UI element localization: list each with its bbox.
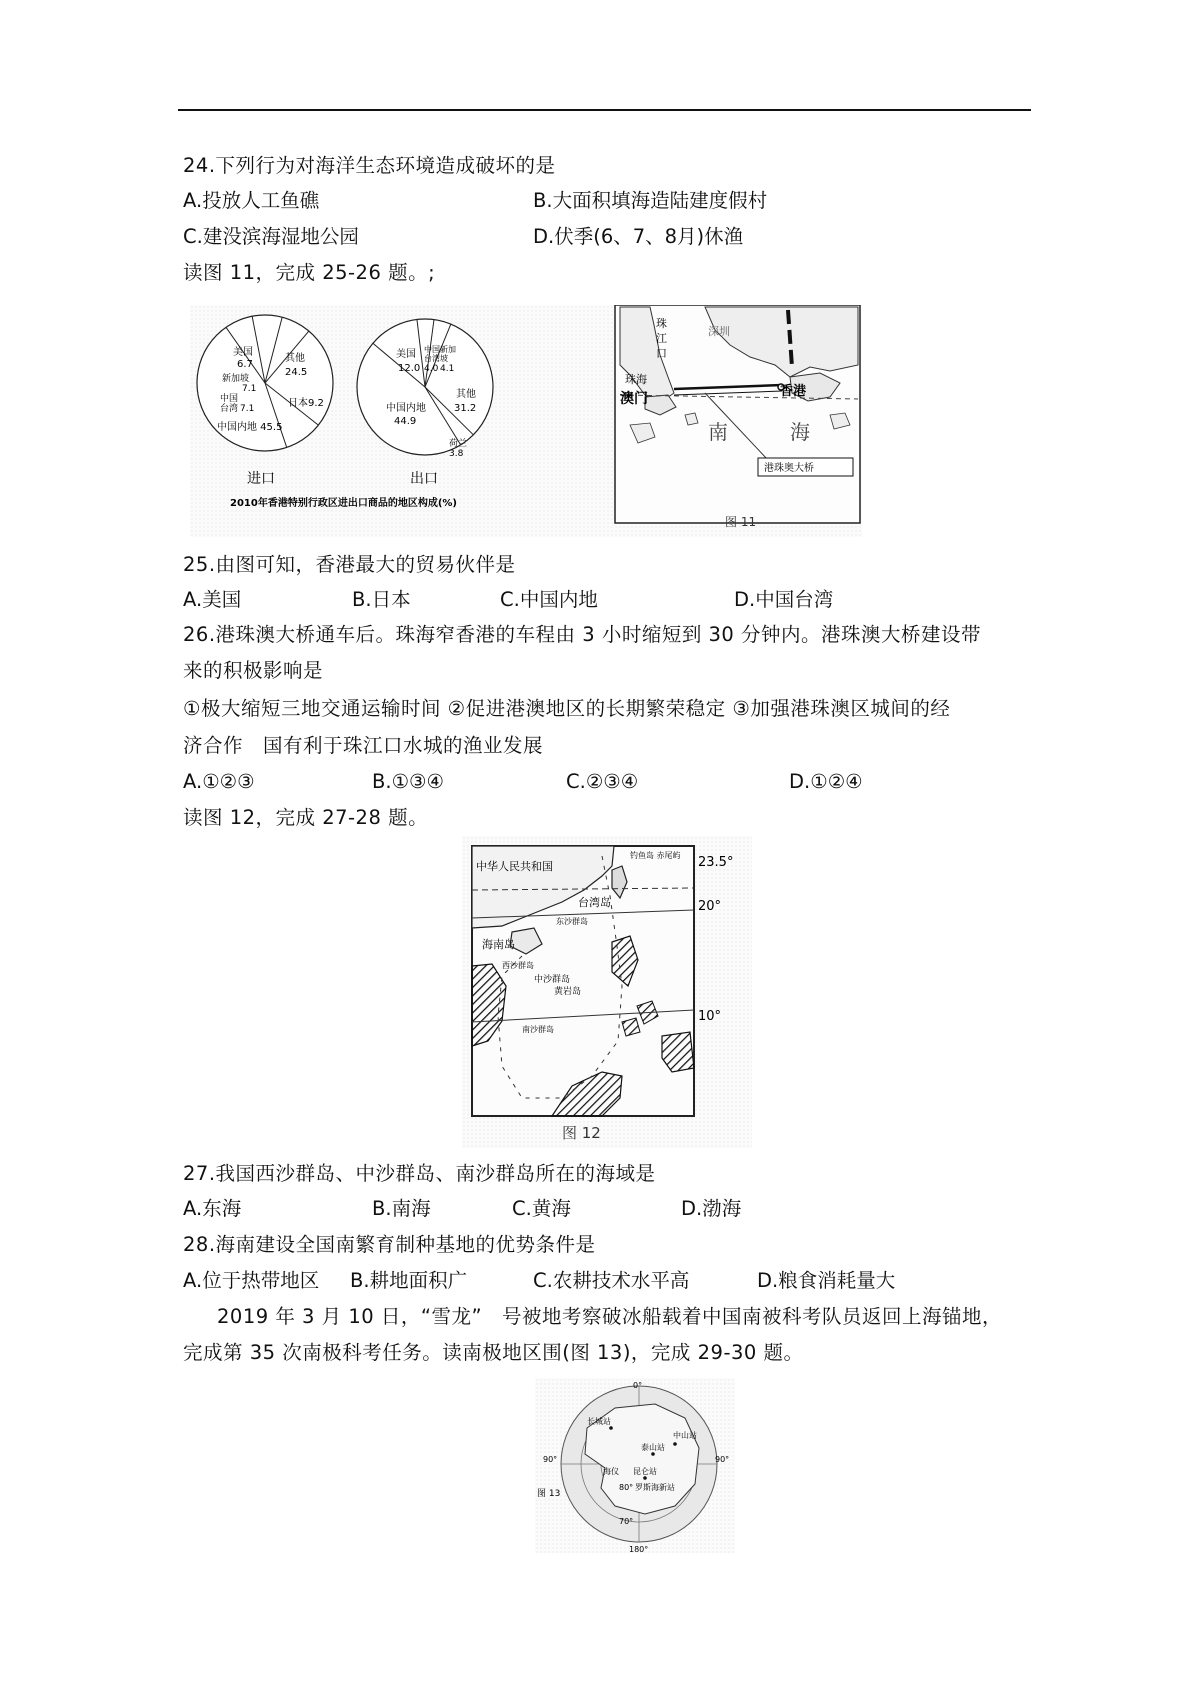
export-value-mainland: 44.9 [394, 416, 417, 427]
scs-label-lat2: 20° [698, 899, 722, 914]
q25-option-d: D.中国台湾 [734, 588, 834, 611]
map-label-nan: 南 [708, 420, 728, 444]
q26-option-b: B.①③④ [372, 770, 445, 793]
scs-label-taiwan: 台湾岛 [578, 896, 611, 909]
q27-stem: 27.我国西沙群岛、中沙群岛、南沙群岛所在的海域是 [183, 1162, 656, 1185]
q25-stem: 25.由图可知，香港最大的贸易伙伴是 [183, 553, 516, 576]
q26-option-d: D.①②④ [789, 770, 863, 793]
export-label-sg: 新加 [440, 345, 456, 354]
antarctic-label-bottom: 180° [629, 1545, 649, 1553]
figure-11 [190, 305, 862, 537]
q28-option-a: A.位于热带地区 [183, 1269, 320, 1292]
export-label-other: 其他 [456, 389, 476, 400]
antarctic-station-kunlun [643, 1476, 647, 1480]
import-label-sg: 新加坡 [222, 374, 250, 384]
scs-label-hainan: 海南岛 [482, 938, 515, 951]
fig13-intro-line2: 完成第 35 次南极科考任务。读南极地区围(图 13)，完成 29-30 题。 [183, 1341, 804, 1364]
q24-option-d: D.伏季(6、7、8月)休渔 [533, 225, 744, 248]
q27-option-a: A.东海 [183, 1197, 242, 1220]
q25-option-a: A.美国 [183, 588, 242, 611]
q27-option-c: C.黄海 [512, 1197, 571, 1220]
scs-label-xisha: 西沙群岛 [502, 961, 534, 970]
export-value-nl: 3.8 [449, 449, 464, 459]
antarctic-label-kunlun: 昆仑站 [633, 1467, 657, 1476]
export-label-usa: 美国 [396, 349, 416, 360]
figure-13-svg [535, 1378, 735, 1553]
q26-option-a: A.①②③ [183, 770, 255, 793]
antarctic-station-zhongshan [673, 1442, 677, 1446]
import-label-tw1: 中国 [220, 394, 239, 404]
figure-11-label: 图 11 [725, 515, 757, 529]
fig12-intro: 读图 12，完成 27-28 题。 [183, 806, 429, 829]
fig13-intro-line1: 2019 年 3 月 10 日，“雪龙” 号被地考察破冰船载着中国南被科考队员返回上海锚地， [217, 1305, 1003, 1328]
export-title: 出口 [410, 471, 438, 487]
q26-option-c: C.②③④ [566, 770, 639, 793]
export-label-tw2: 台湾 [424, 354, 440, 363]
antarctic-label-ross: 罗斯海新站 [635, 1483, 675, 1492]
export-label-sg2: 坡 [440, 354, 448, 363]
map-label-hai: 海 [790, 420, 810, 444]
export-value-tw: 4.0 [424, 364, 439, 374]
pearl-river-map [615, 305, 860, 529]
antarctic-label-lat70: 70° [619, 1517, 634, 1526]
q26-items-line1: ①极大缩短三地交通运输时间 ②促进港澳地区的长期繁荣稳定 ③加强港珠澳区城间的经 [183, 697, 951, 720]
q26-items-line2: 济合作 国有利于珠江口水城的渔业发展 [183, 734, 544, 757]
scs-label-zhongsha: 中沙群岛 [534, 975, 571, 985]
import-pie [197, 315, 333, 487]
antarctic-label-lat80: 80° [619, 1483, 634, 1492]
import-label-tw2: 台湾 [220, 404, 239, 414]
antarctic-label-zhongshan: 中山站 [673, 1431, 697, 1440]
q28-option-d: D.粮食消耗量大 [757, 1269, 896, 1292]
import-value-tw: 7.1 [240, 404, 255, 414]
q24-stem: 24.下列行为对海洋生态环境造成破坏的是 [183, 154, 556, 177]
figure-12 [462, 836, 752, 1148]
scs-label-dongsha: 东沙群岛 [556, 917, 588, 926]
map-label-kou: 口 [656, 347, 667, 360]
antarctic-label-left: 90° [543, 1455, 558, 1464]
map-label-jiang: 江 [656, 332, 667, 345]
q26-stem-line1: 26.港珠澳大桥通车后。珠海窄香港的车程由 3 小时缩短到 30 分钟内。港珠澳大桥建设带 [183, 623, 982, 646]
map-label-zhu: 珠 [656, 317, 667, 330]
export-pie-slices [357, 319, 493, 455]
antarctic-station-taishan [651, 1452, 655, 1456]
antarctic-label-right: 90° [715, 1455, 730, 1464]
map-label-shenzhen: 深圳 [708, 325, 730, 338]
export-label-nl: 荷兰 [449, 439, 468, 449]
import-label-japan: 日本9.2 [288, 398, 324, 409]
q24-option-c: C.建没滨海湿地公园 [183, 225, 359, 248]
map-label-zhuhai: 珠海 [625, 373, 647, 386]
fig11-intro: 读图 11，完成 25-26 题。; [183, 261, 436, 284]
antarctic-station-changcheng [609, 1426, 613, 1430]
antarctic-label-changcheng: 长城站 [587, 1417, 611, 1426]
map-label-hongkong: 香港 [780, 384, 807, 399]
import-title: 进口 [247, 471, 275, 487]
map-label-macau: 澳门 [620, 391, 648, 407]
figure-11-caption: 2010年香港特别行政区进出口商品的地区构成(%) [230, 498, 457, 509]
scs-label-lat1: 23.5° [698, 855, 734, 870]
map-label-bridge: 港珠奥大桥 [764, 463, 814, 474]
export-value-usa: 12.0 [398, 363, 421, 374]
import-label-usa: 美国 [233, 347, 253, 358]
scs-label-lat3: 10° [698, 1009, 722, 1024]
q27-option-d: D.渤海 [681, 1197, 742, 1220]
scs-label-country: 中华人民共和国 [476, 860, 553, 873]
export-label-tw1: 中国 [424, 345, 440, 354]
q28-option-c: C.农耕技术水平高 [533, 1269, 690, 1292]
figure-12-svg [462, 836, 752, 1148]
q28-stem: 28.海南建设全国南繁育制种基地的优势条件是 [183, 1233, 596, 1256]
q24-option-a: A.投放人工鱼礁 [183, 189, 320, 212]
export-value-sg: 4.1 [440, 364, 455, 374]
import-value-other: 24.5 [285, 367, 308, 378]
q27-option-b: B.南海 [372, 1197, 431, 1220]
import-value-usa: 6.7 [237, 359, 253, 370]
q28-option-b: B.耕地面积广 [350, 1269, 468, 1292]
scs-label-huangyan: 黄岩岛 [554, 987, 582, 997]
figure-12-label: 图 12 [562, 1124, 601, 1142]
scs-label-nansha: 南沙群岛 [522, 1025, 554, 1034]
figure-13-label: 图 13 [537, 1489, 561, 1499]
antarctic-label-taishan: 泰山站 [641, 1443, 665, 1452]
antarctic-label-haiyang: 海仪 [603, 1467, 619, 1476]
q26-stem-line2: 来的积极影响是 [183, 659, 324, 682]
import-label-other: 其他 [285, 353, 305, 364]
export-label-mainland: 中国内地 [386, 403, 426, 414]
q25-option-c: C.中国内地 [500, 588, 598, 611]
import-value-sg: 7.1 [242, 384, 257, 394]
export-pie [357, 319, 493, 487]
q25-option-b: B.日本 [352, 588, 411, 611]
antarctic-label-top: 0° [633, 1381, 643, 1390]
header-rule [178, 109, 1031, 111]
import-label-mainland: 中国内地 45.5 [217, 422, 283, 433]
figure-11-svg [190, 305, 862, 537]
figure-13 [535, 1378, 735, 1553]
scs-label-diaoyu: 钓鱼岛 赤尾屿 [630, 851, 681, 860]
export-value-other: 31.2 [454, 403, 477, 414]
q24-option-b: B.大面积填海造陆建度假村 [533, 189, 768, 212]
